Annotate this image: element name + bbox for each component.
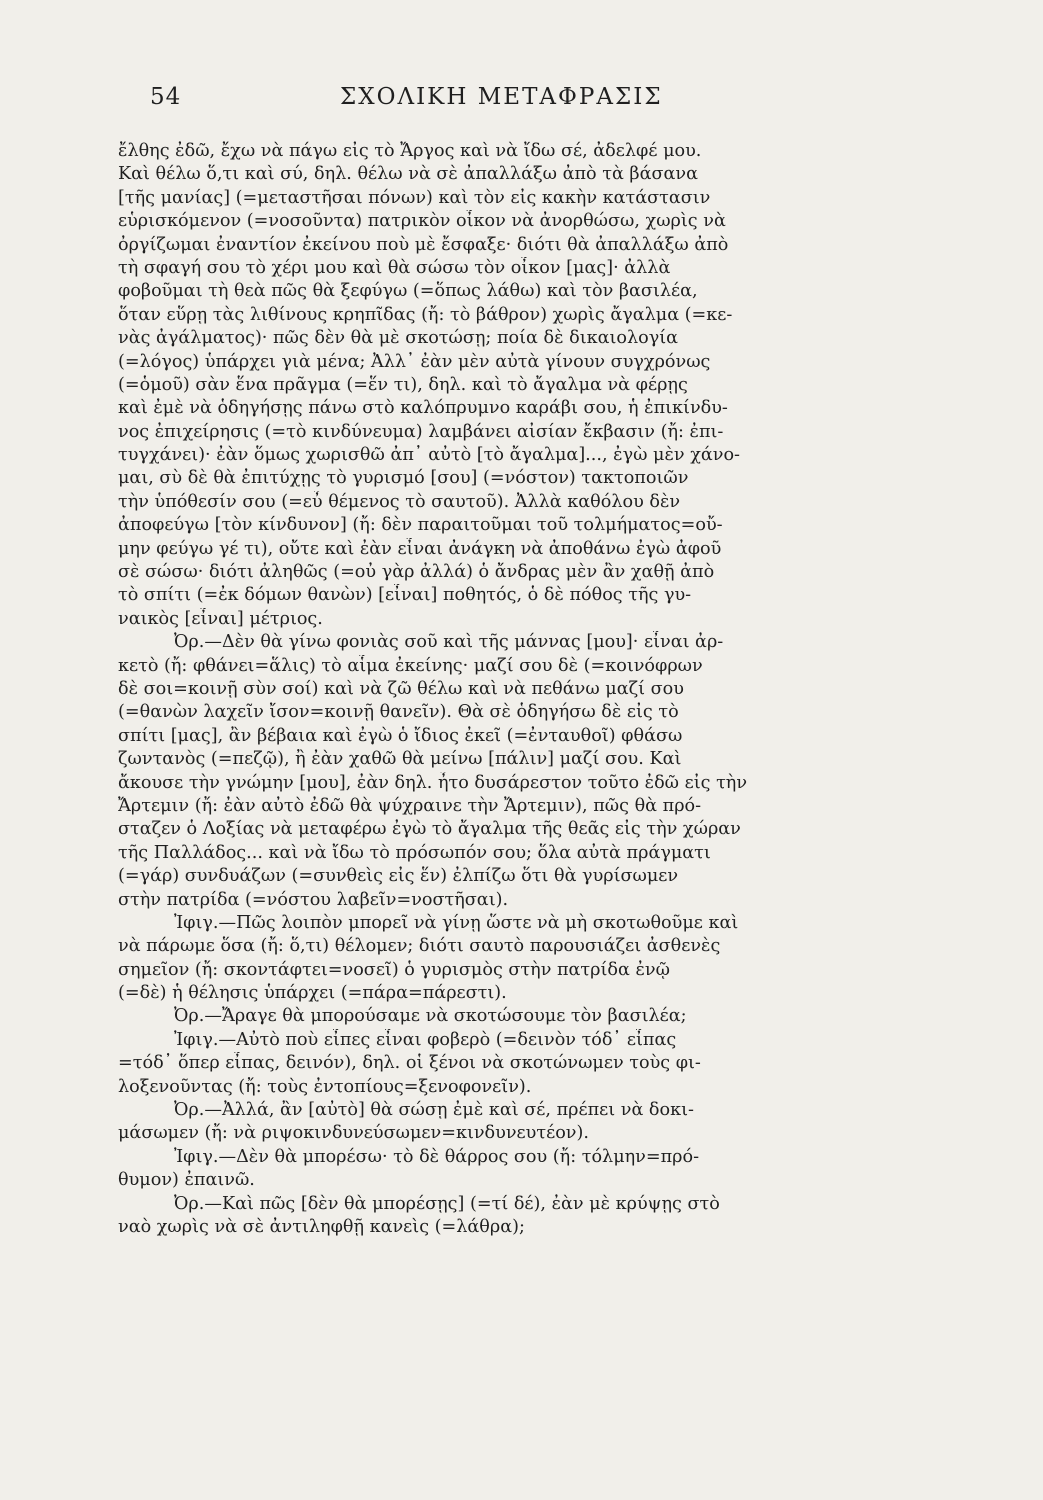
speaker-line: Ἰφιγ.—Δὲν θὰ μπορέσω· τὸ δὲ θάρρος σου (ἤ: τόλμην=πρό- xyxy=(174,1146,700,1167)
text-line: ἔλθης ἐδῶ, ἔχω νὰ πάγω εἰς τὸ Ἄργος καὶ νὰ ἴδω σέ, ἀδελφέ μου. xyxy=(118,141,702,161)
text-line: Ἄρτεμιν (ἤ: ἐὰν αὐτὸ ἐδῶ θὰ ψύχραινε τὴν Ἄρτεμιν), πῶς θὰ πρό- xyxy=(118,795,702,816)
page-number: 54 xyxy=(150,84,182,110)
text-line: μην φεύγω γέ τι), οὔτε καὶ ἐὰν εἶναι ἀνάγκη νὰ ἀποθάνω ἐγὼ ἀφοῦ xyxy=(118,538,722,559)
text-line: ζωντανὸς (=πεζῷ), ἢ ἐὰν χαθῶ θὰ μείνω [πάλιν] μαζί σου. Καὶ xyxy=(118,749,682,770)
text-line: (=γάρ) συνδυάζων (=συνθεὶς εἰς ἕν) ἐλπίζω ὅτι θὰ γυρίσωμεν xyxy=(118,866,679,887)
text-line: εὑρισκόμενον (=νοσοῦντα) πατρικὸν οἶκον νὰ ἀνορθώσω, χωρὶς νὰ xyxy=(118,211,726,232)
text-line: ναικὸς [εἶναι] μέτριος. xyxy=(118,608,323,629)
text-line: τὴ σφαγή σου τὸ χέρι μου καὶ θὰ σώσω τὸν οἶκον [μας]· ἀλλὰ xyxy=(118,257,671,278)
text-line: σταζεν ὁ Λοξίας νὰ μεταφέρω ἐγὼ τὸ ἄγαλμα τῆς θεᾶς εἰς τὴν χώραν xyxy=(118,819,741,840)
text-line: ὀργίζωμαι ἐναντίον ἐκείνου ποὺ μὲ ἔσφαξε· διότι θὰ ἀπαλλάξω ἀπὸ xyxy=(118,234,729,255)
text-line: ἄκουσε τὴν γνώμην [μου], ἐὰν δηλ. ἦτο δυσάρεστον τοῦτο ἐδῶ εἰς τὴν xyxy=(118,772,748,793)
text-line: θυμον) ἐπαινῶ. xyxy=(118,1170,255,1191)
running-title: ΣΧΟΛΙΚΗ ΜΕΤΑΦΡΑΣΙΣ xyxy=(340,84,663,110)
speaker-line: Ὀρ.—Δὲν θὰ γίνω φονιὰς σοῦ καὶ τῆς μάννας [μου]· εἶναι ἀρ- xyxy=(174,632,724,653)
text-line: =τόδ᾽ ὅπερ εἶπας, δεινόν), δηλ. οἱ ξένοι νὰ σκοτώνωμεν τοὺς φι- xyxy=(118,1053,701,1074)
text-line: σὲ σώσω· διότι ἀληθῶς (=οὐ γὰρ ἀλλά) ὁ ἄνδρας μὲν ἂν χαθῇ ἀπὸ xyxy=(118,562,715,583)
text-line: ὅταν εὕρῃ τὰς λιθίνους κρηπῖδας (ἤ: τὸ βάθρον) χωρὶς ἄγαλμα (=κε- xyxy=(118,304,733,325)
text-line: σπίτι [μας], ἂν βέβαια καὶ ἐγὼ ὁ ἴδιος ἐκεῖ (=ἐνταυθοῖ) φθάσω xyxy=(118,725,683,746)
text-line: τυγχάνει)· ἐὰν ὅμως χωρισθῶ ἀπ᾽ αὐτὸ [τὸ ἄγαλμα]..., ἐγὼ μὲν χάνο- xyxy=(118,445,740,466)
speaker-line: Ὀρ.—Ἀλλά, ἂν [αὐτὸ] θὰ σώσῃ ἐμὲ καὶ σέ, πρέπει νὰ δοκι- xyxy=(174,1100,694,1121)
text-line: (=λόγος) ὑπάρχει γιὰ μένα; Ἀλλ᾽ ἐὰν μὲν αὐτὰ γίνουν συγχρόνως xyxy=(118,351,711,372)
text-line: μαι, σὺ δὲ θὰ ἐπιτύχῃς τὸ γυρισμό [σου] (=νόστον) τακτοποιῶν xyxy=(118,468,689,489)
text-line: (=ὁμοῦ) σὰν ἕνα πρᾶγμα (=ἕν τι), δηλ. καὶ τὸ ἄγαλμα νὰ φέρῃς xyxy=(118,374,688,395)
speaker-line: Ὀρ.—Ἄραγε θὰ μπορούσαμε νὰ σκοτώσουμε τὸν βασιλέα; xyxy=(174,1006,687,1027)
text-line: δὲ σοι=κοινῇ σὺν σοί) καὶ νὰ ζῶ θέλω καὶ νὰ πεθάνω μαζί σου xyxy=(118,678,684,699)
text-line: στὴν πατρίδα (=νόστου λαβεῖν=νοστῆσαι). xyxy=(118,889,509,910)
text-line: (=θανὼν λαχεῖν ἴσον=κοινῇ θανεῖν). Θὰ σὲ ὁδηγήσω δὲ εἰς τὸ xyxy=(118,702,679,723)
text-line: νος ἐπιχείρησις (=τὸ κινδύνευμα) λαμβάνει αἰσίαν ἔκβασιν (ἤ: ἐπι- xyxy=(118,421,724,442)
text-line: νὰ πάρωμε ὅσα (ἤ: ὅ,τι) θέλομεν; διότι σαυτὸ παρουσιάζει ἀσθενὲς xyxy=(118,936,721,957)
body-text xyxy=(118,140,878,1239)
text-line: σημεῖον (ἤ: σκοντάφτει=νοσεῖ) ὁ γυρισμὸς στὴν πατρίδα ἐνῷ xyxy=(118,959,670,980)
speaker-line: Ὀρ.—Καὶ πῶς [δὲν θὰ μπορέσῃς] (=τί δέ), ἐὰν μὲ κρύψῃς στὸ xyxy=(174,1193,720,1214)
text-line: φοβοῦμαι τὴ θεὰ πῶς θὰ ξεφύγω (=ὅπως λάθω) καὶ τὸν βασιλέα, xyxy=(118,281,698,302)
text-line: Καὶ θέλω ὅ,τι καὶ σύ, δηλ. θέλω νὰ σὲ ἀπαλλάξω ἀπὸ τὰ βάσανα xyxy=(118,164,698,185)
text-line: τὴν ὑπόθεσίν σου (=εὖ θέμενος τὸ σαυτοῦ). Ἀλλὰ καθόλου δὲν xyxy=(118,491,681,512)
text-line: (=δὲ) ἡ θέλησις ὑπάρχει (=πάρα=πάρεστι). xyxy=(118,983,507,1004)
page-header xyxy=(150,84,890,120)
text-line: λοξενοῦντας (ἤ: τοὺς ἐντοπίους=ξενοφονεῖν). xyxy=(118,1076,532,1097)
speaker-line: Ἰφιγ.—Πῶς λοιπὸν μπορεῖ νὰ γίνῃ ὥστε νὰ μὴ σκοτωθοῦμε καὶ xyxy=(174,912,739,933)
text-line: ἀποφεύγω [τὸν κίνδυνον] (ἤ: δὲν παραιτοῦμαι τοῦ τολμήματος=οὔ- xyxy=(118,515,723,536)
text-line: ναὸ χωρὶς νὰ σὲ ἀντιληφθῇ κανεὶς (=λάθρα); xyxy=(118,1216,525,1237)
text-line: τὸ σπίτι (=ἐκ δόμων θανὼν) [εἶναι] ποθητός, ὁ δὲ πόθος τῆς γυ- xyxy=(118,585,692,606)
text-line: καὶ ἐμὲ νὰ ὁδηγήσῃς πάνω στὸ καλόπρυμνο καράβι σου, ἡ ἐπικίνδυ- xyxy=(118,398,728,419)
text-line: νὰς ἀγάλματος)· πῶς δὲν θὰ μὲ σκοτώσῃ; ποία δὲ δικαιολογία xyxy=(118,328,679,349)
text-line: [τῆς μανίας] (=μεταστῆσαι πόνων) καὶ τὸν εἰς κακὴν κατάστασιν xyxy=(118,187,711,208)
text-line: μάσωμεν (ἤ: νὰ ριψοκινδυνεύσωμεν=κινδυνευτέον). xyxy=(118,1123,589,1144)
text-line: κετὸ (ἤ: φθάνει=ἅλις) τὸ αἷμα ἐκείνης· μαζί σου δὲ (=κοινόφρων xyxy=(118,655,703,676)
text-line: τῆς Παλλάδος... καὶ νὰ ἴδω τὸ πρόσωπόν σου; ὅλα αὐτὰ πράγματι xyxy=(118,842,711,863)
speaker-line: Ἰφιγ.—Αὐτὸ ποὺ εἶπες εἶναι φοβερὸ (=δεινὸν τόδ᾽ εἶπας xyxy=(174,1029,677,1050)
